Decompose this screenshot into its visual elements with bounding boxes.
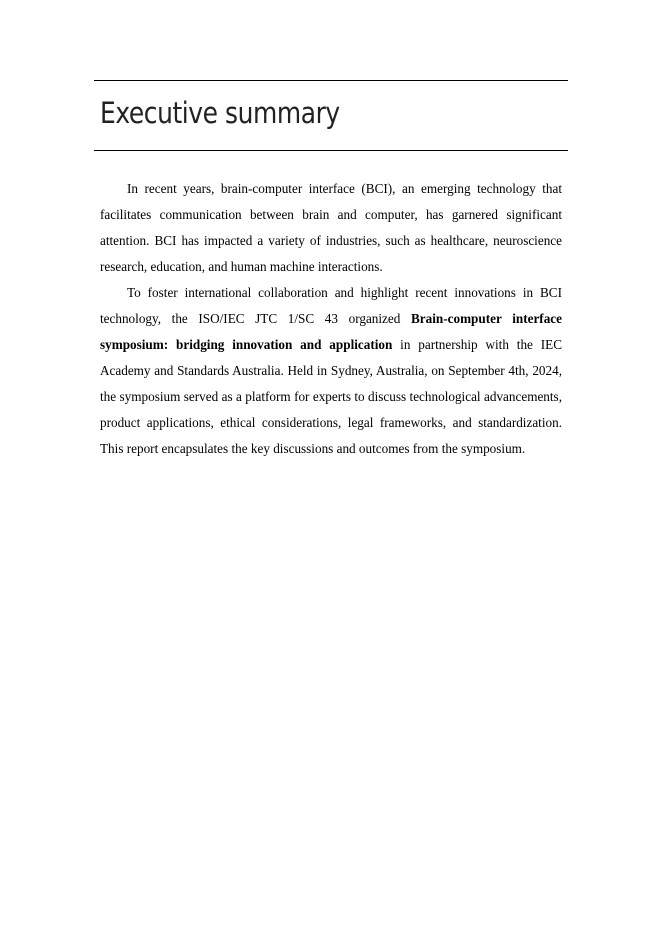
symposium-title: Brain-computer interface symposium: bridging innovation and application <box>100 311 562 352</box>
body-text <box>100 176 562 462</box>
heading-bottom-rule <box>94 150 568 151</box>
section-heading: Executive summary <box>100 96 340 130</box>
paragraph-symposium-rest: in partnership with the IEC Academy and Standards Australia. Held in Sydney, Australia, on September 4th, 2024, the symposium served as a platform for experts to discuss technological advancements, product applications, ethical considerations, legal frameworks, and standardization. This report encapsulates the key discussions and outcomes from the symposium. <box>100 337 562 456</box>
heading-top-rule <box>94 80 568 81</box>
paragraph-symposium <box>100 280 562 462</box>
paragraph-intro: In recent years, brain-computer interface (BCI), an emerging technology that facilitates communication between brain and computer, has garnered significant attention. BCI has impacted a variety of industries, such as healthcare, neuroscience research, education, and human machine interactions. <box>100 181 562 274</box>
paragraph-symposium-lead: To foster international collaboration and highlight recent innovations in BCI technology, the ISO/IEC JTC 1/SC 43 organized <box>100 285 562 326</box>
